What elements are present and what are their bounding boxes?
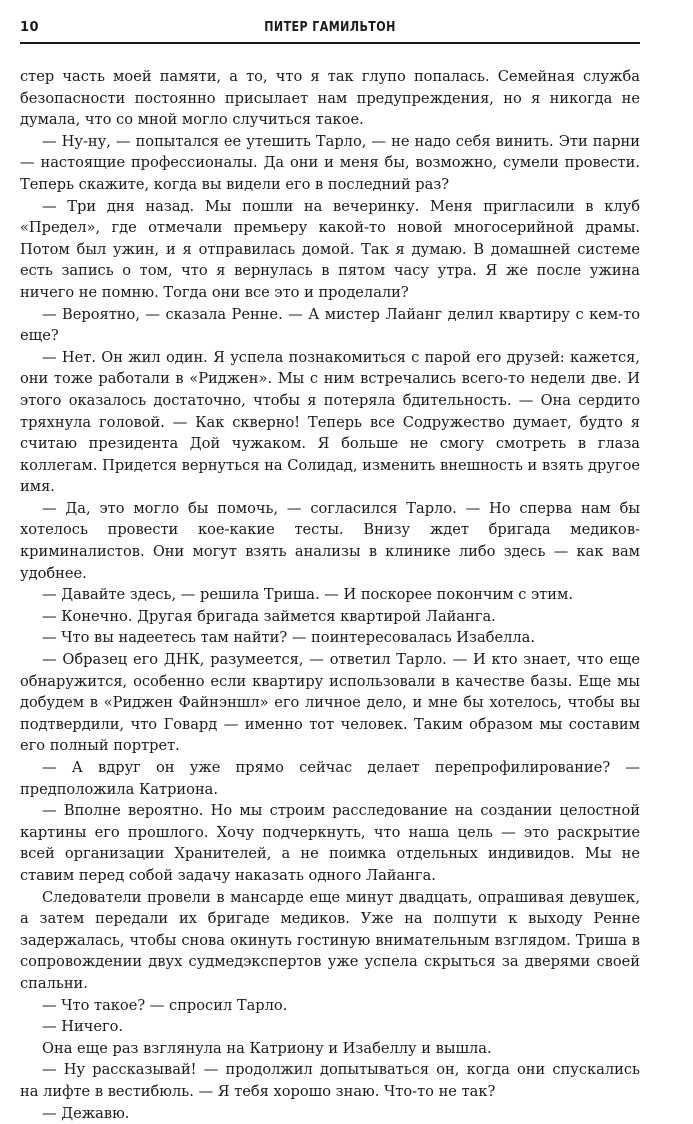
paragraph: стер часть моей памяти, а то, что я так глупо попалась. Семейная служба безопасности постоянно присылает нам предупреждения, но я никогда не думала, что со мной могло случиться такое.: [20, 66, 640, 131]
paragraph: — Три дня назад. Мы пошли на вечеринку. Меня пригласили в клуб «Предел», где отмечали премьеру какой-то новой многосерийной драмы. Потом был ужин, и я отправилась домой. Так я думаю. В домашней системе есть запись о том, что я вернулась в пятом часу утра. Я же после ужина ничего не помню. Тогда они все это и проделали?: [20, 196, 640, 304]
paragraph: Следователи провели в мансарде еще минут двадцать, опрашивая девушек, а затем передали их бригаде медиков. Уже на полпути к выходу Ренне задержалась, чтобы снова окинуть гостиную внимательным взглядом. Триша в сопровождении двух судмедэкспертов уже успела скрыться за дверями своей спальни.: [20, 887, 640, 995]
paragraph: — А вдруг он уже прямо сейчас делает перепрофилирование? — предположила Катриона.: [20, 757, 640, 800]
paragraph: — Что вы надеетесь там найти? — поинтересовалась Изабелла.: [20, 627, 640, 649]
page-body-text: [20, 66, 640, 1124]
page-number: 10: [20, 20, 39, 35]
book-author: ПИТЕР ГАМИЛЬТОН: [67, 20, 594, 35]
paragraph: — Дежавю.: [20, 1103, 640, 1124]
header-divider: [20, 42, 640, 44]
running-head: [20, 14, 640, 40]
paragraph: — Ну рассказывай! — продолжил допытываться он, когда они спускались на лифте в вестибюль. — Я тебя хорошо знаю. Что-то не так?: [20, 1059, 640, 1102]
paragraph: — Давайте здесь, — решила Триша. — И поскорее покончим с этим.: [20, 584, 640, 606]
paragraph: — Конечно. Другая бригада займется квартирой Лайанга.: [20, 606, 640, 628]
paragraph: — Да, это могло бы помочь, — согласился Тарло. — Но сперва нам бы хотелось провести кое-какие тесты. Внизу ждет бригада медиков-криминалистов. Они могут взять анализы в клинике либо здесь — как вам удобнее.: [20, 498, 640, 584]
paragraph: — Ну-ну, — попытался ее утешить Тарло, — не надо себя винить. Эти парни — настоящие профессионалы. Да они и меня бы, возможно, сумели провести. Теперь скажите, когда вы видели его в последний раз?: [20, 131, 640, 196]
paragraph: — Вполне вероятно. Но мы строим расследование на создании целостной картины его прошлого. Хочу подчеркнуть, что наша цель — это раскрытие всей организации Хранителей, а не поимка отдельных индивидов. Мы не ставим перед собой задачу наказать одного Лайанга.: [20, 800, 640, 886]
paragraph: — Нет. Он жил один. Я успела познакомиться с парой его друзей: кажется, они тоже работали в «Риджен». Мы с ним встречались всего-то недели две. И этого оказалось достаточно, чтобы я потеряла бдительность. — Она сердито тряхнула головой. — Как скверно! Теперь все Содружество думает, будто я считаю президента Дой чужаком. Я больше не смогу смотреть в глаза коллегам. Придется вернуться на Солидад, изменить внешность и взять другое имя.: [20, 347, 640, 498]
paragraph: — Вероятно, — сказала Ренне. — А мистер Лайанг делил квартиру с кем-то еще?: [20, 304, 640, 347]
paragraph: — Образец его ДНК, разумеется, — ответил Тарло. — И кто знает, что еще обнаружится, особенно если квартиру использовали в качестве базы. Еще мы добудем в «Риджен Файнэншл» его личное дело, и мне бы хотелось, чтобы вы подтвердили, что Говард — именно тот человек. Таким образом мы составим его полный портрет.: [20, 649, 640, 757]
paragraph: — Ничего.: [20, 1016, 640, 1038]
paragraph: Она еще раз взглянула на Катриону и Изабеллу и вышла.: [20, 1038, 640, 1060]
paragraph: — Что такое? — спросил Тарло.: [20, 995, 640, 1017]
